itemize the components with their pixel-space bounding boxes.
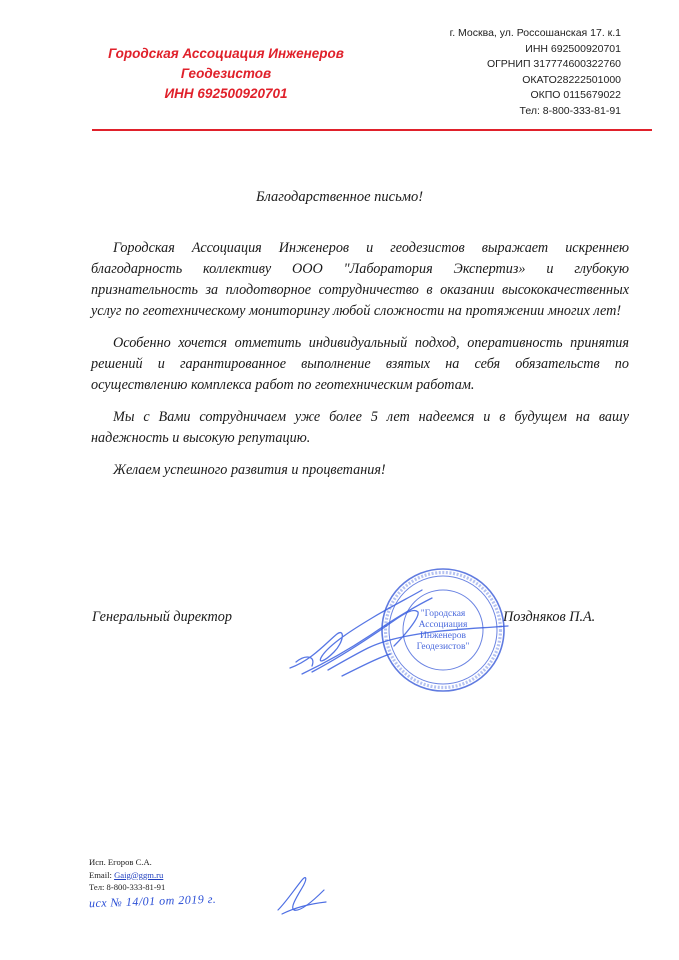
address: г. Москва, ул. Россошанская 17. к.1 [449,27,621,39]
organization-name: Городская Ассоциация Инженеров [108,46,344,61]
ogrnip: ОГРНИП 317774600322760 [486,58,621,70]
organization-header [96,44,356,104]
paragraph: Городская Ассоциация Инженеров и геодезистов выражает искреннею благодарность коллективу ООО "Лаборатория Экспертиз» и глубокую признательность за плодотворное сотрудничество в оказании высококачественных услуг по геотехническому мониторингу любой сложности на протяжении многих лет! [91,240,629,319]
handwritten-signature [282,582,512,682]
email-label: Email: [89,869,115,880]
footer-info [89,856,165,894]
requisites-block [361,26,621,119]
executor: Исп. Егоров С.А. [89,857,152,867]
inn: ИНН 692500920701 [525,42,621,55]
organization-name-cont: Геодезистов [180,66,272,81]
stamp-text: "Городская [420,609,466,619]
outgoing-number: исх № 14/01 от 2019 г. [88,891,217,911]
signer-role: Генеральный директор [92,609,232,625]
letter-title: Благодарственное письмо! [255,189,424,205]
okpo: ОКПО 0115679022 [530,89,621,101]
letter-body [91,238,629,492]
stamp-text: Геодезистов" [416,642,470,652]
email-line [89,869,165,882]
email-link[interactable]: Gaig@ggm.ru [114,869,164,880]
executor-signature [272,872,330,918]
organization-inn: ИНН 692500920701 [164,86,288,101]
okato: ОКАТО28222501000 [522,73,621,86]
paragraph: Желаем успешного развития и процветания! [113,462,386,478]
signer-name: Поздняков П.А. [503,609,596,625]
stamp-text: Ассоциация [418,620,468,630]
stamp-text: Инженеров [420,631,466,641]
paragraph: Мы с Вами сотрудничаем уже более 5 лет надеемся и в будущем на вашу надежность и высокую репутацию. [91,409,629,446]
header-divider [92,129,652,131]
paragraph: Особенно хочется отметить индивидуальный подход, оперативность принятия решений и гарантированное выполнение взятых на себя обязательств по осуществлению комплекса работ по геотехническим работам. [91,335,629,393]
phone: Тел: 8-800-333-81-91 [519,104,621,117]
footer-phone: Тел: 8-800-333-81-91 [89,882,166,892]
